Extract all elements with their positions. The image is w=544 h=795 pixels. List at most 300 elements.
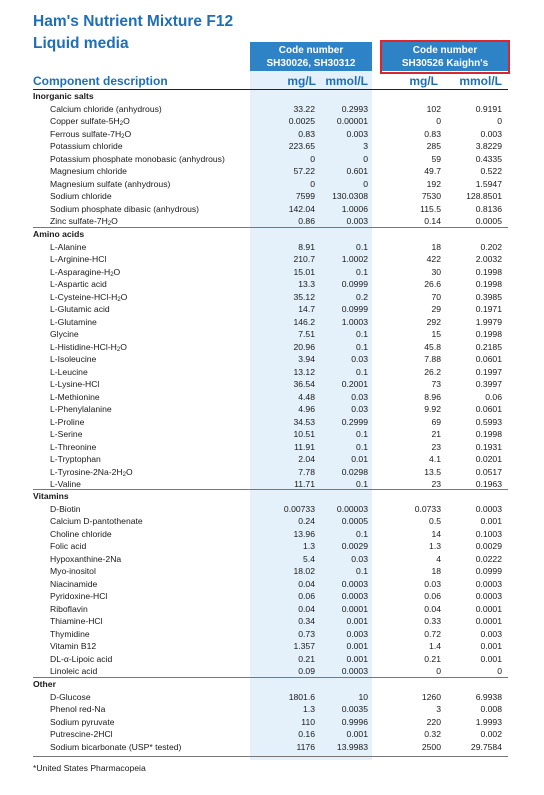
value-mmol-l-sh30526: 0 [497,116,502,126]
component-name: Putrescine-2HCl [50,729,113,739]
value-mg-l-sh30526: 0.06 [424,591,441,601]
value-mg-l-sh30526: 0.04 [424,603,441,614]
component-name: Glycine [50,329,79,339]
value-mg-l-sh30526: 49.7 [424,166,441,176]
table-row [0,628,544,641]
value-mg-l-sh30526: 422 [426,254,441,264]
value-mg-l-sh30026: 4.96 [298,404,315,414]
component-name: L-Alanine [50,241,87,252]
value-mmol-l-sh30526: 3.8229 [475,141,502,151]
component-name: Sodium pyruvate [50,716,115,727]
component-name: L-Serine [50,429,83,439]
value-mmol-l-sh30026: 0.001 [346,729,368,739]
value-mmol-l-sh30526: 0.003 [480,628,502,639]
component-name: $L-Asparagine-H_2O$ [50,266,121,278]
value-mmol-l-sh30526: 0.522 [480,166,502,176]
value-mg-l-sh30026: 1.3 [303,704,315,714]
value-mg-l-sh30526: 102 [426,103,441,114]
component-name: L-Isoleucine [50,354,97,364]
value-mg-l-sh30526: 15 [431,329,441,339]
table-row [0,215,544,228]
component-name: Pyridoxine-HCl [50,591,108,601]
value-mg-l-sh30026: 33.22 [293,103,315,114]
value-mg-l-sh30526: 292 [426,316,441,327]
value-mmol-l-sh30526: 0.4335 [475,153,502,164]
component-name: Zinc sulfate-$7H_2O$ [50,216,118,227]
value-mmol-l-sh30526: 0.0601 [475,404,502,414]
value-mg-l-sh30526: 14 [431,528,441,539]
value-mmol-l-sh30026: 0.001 [346,641,368,651]
value-mg-l-sh30526: 59 [431,153,441,164]
component-name: L-Tryptophan [50,454,101,464]
value-mg-l-sh30526: 29 [431,304,441,314]
table-row [0,253,544,266]
value-mmol-l-sh30026: 0.001 [346,616,368,626]
value-mmol-l-sh30026: 0.1 [356,366,368,377]
value-mg-l-sh30526: 9.92 [424,404,441,414]
value-mg-l-sh30526: 4.1 [429,454,441,464]
value-mmol-l-sh30026: 0.0003 [341,578,368,589]
table-row [0,291,544,304]
value-mg-l-sh30026: 0.24 [298,516,315,526]
value-mmol-l-sh30026: 0.601 [346,166,368,176]
value-mmol-l-sh30526: 0.008 [480,704,502,714]
page-subtitle: Liquid media [33,35,129,52]
value-mmol-l-sh30026: 0.003 [346,128,368,139]
value-mmol-l-sh30526: 0.1998 [475,329,502,339]
value-mg-l-sh30026: 4.48 [298,391,315,402]
value-mg-l-sh30526: 7530 [421,191,441,201]
value-mg-l-sh30026: 14.7 [298,304,315,314]
value-mmol-l-sh30526: 128.8501 [466,191,502,201]
value-mg-l-sh30026: 0.21 [298,653,315,664]
value-mmol-l-sh30526: 0.2185 [475,341,502,352]
value-mg-l-sh30526: 285 [426,141,441,151]
table-row [0,103,544,116]
value-mg-l-sh30026: 15.01 [293,266,315,277]
component-name: L-Threonine [50,441,97,452]
value-mmol-l-sh30026: 1.0003 [341,316,368,327]
table-row [0,503,544,516]
code-number-value: SH30026, SH30312 [266,58,356,69]
value-mmol-l-sh30026: 10 [358,691,368,702]
table-row [0,665,544,678]
value-mg-l-sh30026: 0.00733 [283,503,315,514]
value-mg-l-sh30526: 0.83 [424,128,441,139]
value-mmol-l-sh30526: 0.0003 [475,578,502,589]
value-mg-l-sh30526: 0.72 [424,628,441,639]
value-mg-l-sh30526: 4 [436,553,441,564]
value-mmol-l-sh30026: 0 [363,153,368,164]
column-header-component: Component description [33,74,168,88]
value-mmol-l-sh30026: 1.0006 [341,203,368,214]
value-mg-l-sh30026: 3.94 [298,354,315,364]
value-mg-l-sh30026: 20.96 [293,341,315,352]
component-name: L-Phenylalanine [50,404,112,414]
value-mmol-l-sh30526: 0.003 [480,128,502,139]
value-mg-l-sh30026: 0.09 [298,666,315,676]
value-mmol-l-sh30026: 0.001 [346,653,368,664]
column-header-mg-l: mg/L [409,74,438,88]
value-mmol-l-sh30526: 0.1998 [475,279,502,289]
table-row [0,416,544,429]
component-name: Magnesium sulfate (anhydrous) [50,178,171,189]
table-row [0,603,544,616]
value-mmol-l-sh30526: 1.9993 [475,716,502,727]
table-row [0,716,544,729]
component-name: Phenol red-Na [50,704,106,714]
value-mg-l-sh30526: 0 [436,116,441,126]
value-mg-l-sh30026: 18.02 [293,566,315,576]
footnote: *United States Pharmacopeia [33,763,146,773]
value-mg-l-sh30526: 1260 [421,691,441,702]
component-name: Ferrous sulfate-$7H_2O$ [50,128,132,140]
table-row [0,640,544,653]
value-mmol-l-sh30526: 0.8136 [475,203,502,214]
table-row [0,728,544,741]
value-mg-l-sh30026: 5.4 [303,553,315,564]
table-row [0,441,544,454]
value-mmol-l-sh30026: 0.03 [351,391,368,402]
value-mg-l-sh30026: 57.22 [293,166,315,176]
value-mmol-l-sh30026: 0.0999 [341,279,368,289]
value-mmol-l-sh30026: 0.03 [351,354,368,364]
table-row [0,353,544,366]
value-mmol-l-sh30526: 0.202 [480,241,502,252]
component-name: $L-Histidine-HCl-H_2O$ [50,341,127,353]
value-mg-l-sh30526: 26.6 [424,279,441,289]
value-mg-l-sh30526: 192 [426,178,441,189]
value-mg-l-sh30026: 1.3 [303,541,315,551]
value-mmol-l-sh30526: 2.0032 [475,254,502,264]
value-mg-l-sh30526: 18 [431,566,441,576]
value-mmol-l-sh30026: 0.1 [356,241,368,252]
section-divider [33,677,508,678]
table-row [0,165,544,178]
value-mmol-l-sh30526: 0.06 [485,391,502,402]
value-mg-l-sh30526: 0 [436,666,441,676]
value-mmol-l-sh30026: 0.03 [351,404,368,414]
component-name: Calcium D-pantothenate [50,516,143,526]
value-mg-l-sh30026: 142.04 [288,203,315,214]
value-mmol-l-sh30026: 0.1 [356,566,368,576]
component-name: Choline chloride [50,528,112,539]
section-title: Amino acids [33,228,85,239]
value-mmol-l-sh30026: 0.1 [356,341,368,352]
table-row [0,378,544,391]
value-mg-l-sh30026: 13.3 [298,279,315,289]
value-mg-l-sh30026: 34.53 [293,416,315,427]
value-mmol-l-sh30526: 1.9979 [475,316,502,327]
table-row [0,190,544,203]
table-row [0,241,544,254]
value-mmol-l-sh30026: 0.0005 [341,516,368,526]
value-mg-l-sh30526: 1.3 [429,541,441,551]
value-mmol-l-sh30026: 0.03 [351,553,368,564]
table-bottom-divider [33,756,508,757]
value-mmol-l-sh30026: 0.0003 [341,666,368,676]
value-mmol-l-sh30026: 130.0308 [332,191,368,201]
table-row [0,153,544,166]
table-row [0,528,544,541]
column-header-mmol-l: mmol/L [459,74,502,88]
value-mmol-l-sh30026: 0.1 [356,441,368,452]
section-title: Vitamins [33,490,69,501]
table-row [0,453,544,466]
value-mg-l-sh30526: 115.5 [420,203,441,214]
component-name: Sodium phosphate dibasic (anhydrous) [50,203,200,214]
value-mmol-l-sh30526: 0.0001 [475,603,502,614]
value-mg-l-sh30026: 8.91 [298,241,315,252]
value-mmol-l-sh30526: 0.9191 [475,103,502,114]
value-mg-l-sh30026: 0.0025 [288,116,315,126]
value-mg-l-sh30526: 0.14 [424,216,441,226]
component-name: Copper sulfate-$5H_2O$ [50,116,130,127]
value-mg-l-sh30526: 23 [431,479,441,489]
table-row [0,515,544,528]
value-mg-l-sh30026: 0.83 [298,128,315,139]
value-mg-l-sh30026: 35.12 [293,291,315,302]
table-row [0,341,544,354]
value-mg-l-sh30526: 7.88 [424,354,441,364]
value-mmol-l-sh30526: 0.3997 [475,379,502,389]
table-row [0,115,544,128]
value-mmol-l-sh30526: 1.5947 [475,178,502,189]
value-mg-l-sh30026: 0.04 [298,578,315,589]
table-row [0,615,544,628]
value-mg-l-sh30526: 26.2 [424,366,441,377]
value-mmol-l-sh30026: 0.0298 [341,466,368,477]
value-mmol-l-sh30026: 0.1 [356,429,368,439]
value-mmol-l-sh30526: 0.0201 [475,454,502,464]
value-mg-l-sh30026: 0.86 [298,216,315,226]
value-mmol-l-sh30526: 0.1998 [475,266,502,277]
component-name: D-Glucose [50,691,91,702]
value-mmol-l-sh30526: 0.001 [480,653,502,664]
value-mmol-l-sh30526: 0.001 [480,641,502,651]
table-row [0,366,544,379]
table-row [0,128,544,141]
component-name: Magnesium chloride [50,166,127,176]
value-mg-l-sh30026: 146.2 [293,316,315,327]
component-name: Linoleic acid [50,666,98,676]
table-row [0,466,544,479]
component-name: Niacinamide [50,578,98,589]
value-mmol-l-sh30526: 0.1931 [475,441,502,452]
value-mmol-l-sh30026: 0.0029 [341,541,368,551]
value-mg-l-sh30026: 36.54 [293,379,315,389]
value-mmol-l-sh30026: 0.0003 [341,591,368,601]
value-mg-l-sh30526: 30 [431,266,441,277]
component-name: L-Proline [50,416,85,427]
table-row [0,540,544,553]
value-mmol-l-sh30026: 1.0002 [341,254,368,264]
value-mmol-l-sh30526: 0.0029 [475,541,502,551]
value-mg-l-sh30026: 110 [301,716,315,727]
value-mmol-l-sh30526: 0.1997 [475,366,502,377]
value-mmol-l-sh30026: 0.2001 [341,379,368,389]
table-row [0,741,544,754]
code-number-label: Code number [278,45,344,56]
value-mg-l-sh30026: 1.357 [293,641,315,651]
value-mg-l-sh30526: 18 [431,241,441,252]
component-name: L-Arginine-HCl [50,254,107,264]
table-row [0,266,544,279]
value-mmol-l-sh30526: 0.1963 [475,479,502,489]
value-mg-l-sh30526: 3 [436,704,441,714]
value-mmol-l-sh30526: 0.0601 [475,354,502,364]
value-mmol-l-sh30026: 0.2999 [341,416,368,427]
value-mg-l-sh30526: 69 [431,416,441,427]
value-mg-l-sh30526: 0.0733 [414,503,441,514]
value-mmol-l-sh30026: 0.9996 [341,716,368,727]
value-mg-l-sh30526: 0.32 [424,729,441,739]
value-mg-l-sh30026: 0 [310,153,315,164]
value-mg-l-sh30526: 0.5 [429,516,441,526]
table-row [0,428,544,441]
value-mg-l-sh30026: 1801.6 [288,691,315,702]
value-mmol-l-sh30026: 0.2993 [341,103,368,114]
table-row [0,403,544,416]
value-mmol-l-sh30526: 0 [497,666,502,676]
component-name: L-Glutamine [50,316,97,327]
value-mg-l-sh30526: 73 [431,379,441,389]
value-mg-l-sh30026: 10.51 [293,429,315,439]
table-row [0,703,544,716]
value-mmol-l-sh30526: 0.0003 [475,503,502,514]
page-title: Ham's Nutrient Mixture F12 [33,13,234,30]
table-row [0,653,544,666]
value-mg-l-sh30026: 7.51 [298,329,315,339]
component-name: $L-Tyrosine-2Na-2H_2O$ [50,466,133,478]
value-mmol-l-sh30526: 0.5993 [475,416,502,427]
table-row [0,553,544,566]
value-mmol-l-sh30526: 29.7584 [470,741,502,752]
value-mmol-l-sh30026: 0.00003 [336,503,368,514]
value-mg-l-sh30526: 23 [431,441,441,452]
component-name: L-Methionine [50,391,100,402]
value-mg-l-sh30526: 8.96 [424,391,441,402]
value-mg-l-sh30026: 0.73 [298,628,315,639]
value-mg-l-sh30026: 1176 [296,741,315,752]
value-mg-l-sh30526: 0.03 [424,578,441,589]
component-name: Folic acid [50,541,87,551]
value-mmol-l-sh30026: 0.003 [346,628,368,639]
value-mmol-l-sh30526: 0.1003 [475,528,502,539]
component-name: D-Biotin [50,503,81,514]
component-name: Sodium chloride [50,191,112,201]
header-divider [33,89,508,90]
component-name: Thiamine-HCl [50,616,103,626]
value-mmol-l-sh30026: 0.1 [356,329,368,339]
code-number-header-sh30026 [250,42,372,71]
value-mg-l-sh30026: 0.16 [298,729,315,739]
value-mmol-l-sh30526: 6.9938 [475,691,502,702]
value-mmol-l-sh30026: 0.003 [346,216,368,226]
value-mmol-l-sh30526: 0.0222 [475,553,502,564]
column-header-mg-l: mg/L [287,74,316,88]
table-row [0,316,544,329]
component-name: Thymidine [50,628,90,639]
value-mg-l-sh30526: 220 [426,716,441,727]
value-mg-l-sh30026: 7599 [295,191,315,201]
component-name: Hypoxanthine-2Na [50,553,122,564]
value-mg-l-sh30026: 11.71 [294,479,315,489]
value-mmol-l-sh30526: 0.1971 [475,304,502,314]
component-name: Potassium chloride [50,141,123,151]
value-mg-l-sh30026: 7.78 [298,466,315,477]
value-mmol-l-sh30026: 0.1 [356,479,368,489]
component-name: Potassium phosphate monobasic (anhydrous) [50,153,225,164]
table-row [0,278,544,291]
value-mg-l-sh30026: 210.7 [293,254,315,264]
component-name: Vitamin B12 [50,641,97,651]
component-name: L-Valine [50,479,81,489]
value-mg-l-sh30526: 2500 [421,741,441,752]
value-mmol-l-sh30026: 0.0001 [341,603,368,614]
section-title: Other [33,678,56,689]
value-mg-l-sh30526: 13.5 [424,466,441,477]
component-name: L-Glutamic acid [50,304,110,314]
table-row [0,565,544,578]
value-mg-l-sh30526: 0.33 [424,616,441,626]
component-name: Calcium chloride (anhydrous) [50,103,162,114]
value-mmol-l-sh30526: 0.1998 [475,429,502,439]
value-mg-l-sh30026: 0.04 [298,603,315,614]
value-mmol-l-sh30526: 0.002 [480,729,502,739]
component-name: L-Aspartic acid [50,279,107,289]
value-mg-l-sh30026: 13.12 [293,366,315,377]
component-name: L-Lysine-HCl [50,379,100,389]
value-mmol-l-sh30026: 0.0999 [341,304,368,314]
table-row [0,391,544,404]
value-mg-l-sh30526: 45.8 [424,341,441,352]
value-mmol-l-sh30026: 0.2 [356,291,368,302]
code-number-label: Code number [412,45,478,56]
value-mmol-l-sh30026: 0.00001 [336,116,368,126]
value-mmol-l-sh30526: 0.0003 [475,591,502,601]
value-mmol-l-sh30526: 0.3985 [475,291,502,302]
value-mmol-l-sh30526: 0.0999 [475,566,502,576]
column-header-mmol-l: mmol/L [325,74,368,88]
value-mg-l-sh30026: 13.96 [293,528,315,539]
table-row [0,303,544,316]
code-number-value: SH30526 Kaighn's [401,58,489,69]
value-mg-l-sh30026: 11.91 [294,441,315,452]
highlight-frame [380,40,510,74]
value-mmol-l-sh30026: 3 [363,141,368,151]
value-mmol-l-sh30526: 0.001 [480,516,502,526]
value-mmol-l-sh30526: 0.0517 [475,466,502,477]
value-mmol-l-sh30026: 0.0035 [341,704,368,714]
table-row [0,328,544,341]
value-mg-l-sh30026: 223.65 [288,141,315,151]
component-name: DL-α-Lipoic acid [50,653,113,664]
value-mmol-l-sh30026: 0 [363,178,368,189]
value-mg-l-sh30026: 0.34 [298,616,315,626]
value-mmol-l-sh30526: 0.0005 [475,216,502,226]
value-mmol-l-sh30526: 0.0001 [475,616,502,626]
value-mmol-l-sh30026: 13.9983 [336,741,368,752]
value-mg-l-sh30526: 70 [431,291,441,302]
section-divider [33,227,508,228]
table-row [0,578,544,591]
component-name: $L-Cysteine-HCl-H_2O$ [50,291,128,303]
component-name: L-Leucine [50,366,88,377]
section-divider [33,489,508,490]
value-mg-l-sh30526: 1.4 [429,641,441,651]
table-row [0,178,544,191]
